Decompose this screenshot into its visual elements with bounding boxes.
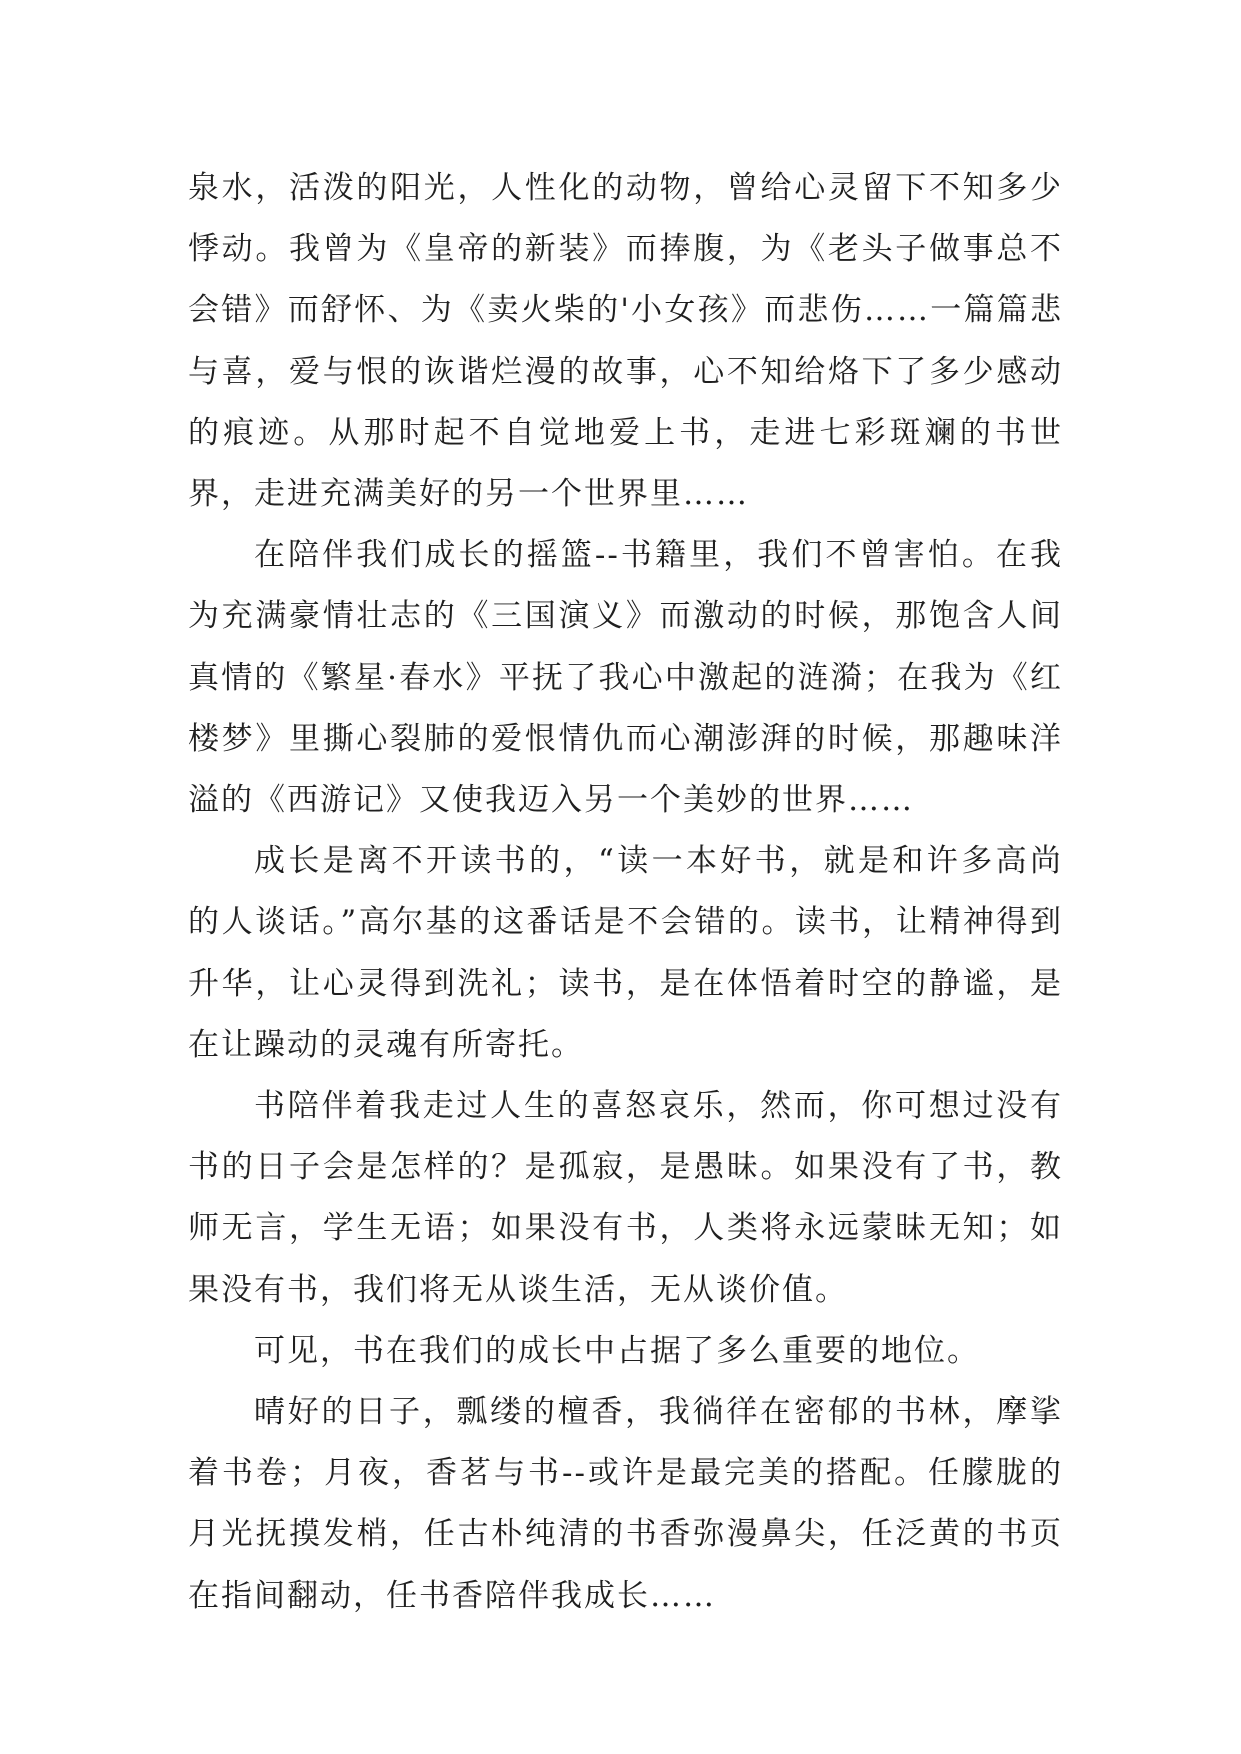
paragraph-5: 可见，书在我们的成长中占据了多么重要的地位。 (254, 1332, 980, 1369)
paragraph-2: 在陪伴我们成长的摇篮--书籍里，我们不曾害怕。在我为充满豪情壮志的《三国演义》而激动的时候，那饱含人间真情的《繁星·春水》平抚了我心中激起的涟漪；在我为《红楼梦》里撕心裂肺的爱恨情仇而心潮澎湃的时候，那趣味洋溢的《西游记》又使我迈入另一个美妙的世界…… (188, 537, 1063, 819)
paragraph-4: 书陪伴着我走过人生的喜怒哀乐，然而，你可想过没有书的日子会是怎样的？是孤寂，是愚昧。如果没有了书，教师无言，学生无语；如果没有书，人类将永远蒙昧无知；如果没有书，我们将无从谈生活，无从谈价值。 (188, 1088, 1063, 1308)
document-body (188, 158, 1063, 1627)
paragraph-1: 泉水，活泼的阳光，人性化的动物，曾给心灵留下不知多少悸动。我曾为《皇帝的新装》而捧腹，为《老头子做事总不会错》而舒怀、为《卖火柴的'小女孩》而悲伤……一篇篇悲与喜，爱与恨的诙谐烂漫的故事，心不知给烙下了多少感动的痕迹。从那时起不自觉地爱上书，走进七彩斑斓的书世界，走进充满美好的另一个世界里…… (188, 170, 1063, 513)
paragraph-6: 晴好的日子，瓢缕的檀香，我徜徉在密郁的书林，摩挲着书卷；月夜，香茗与书--或许是最完美的搭配。任朦胧的月光抚摸发梢，任古朴纯清的书香弥漫鼻尖，任泛黄的书页在指间翻动，任书香陪伴我成长…… (188, 1394, 1063, 1614)
paragraph-3: 成长是离不开读书的，“读一本好书，就是和许多高尚的人谈话。”高尔基的这番话是不会错的。读书，让精神得到升华，让心灵得到洗礼；读书，是在体悟着时空的静谧，是在让躁动的灵魂有所寄托。 (188, 843, 1063, 1063)
